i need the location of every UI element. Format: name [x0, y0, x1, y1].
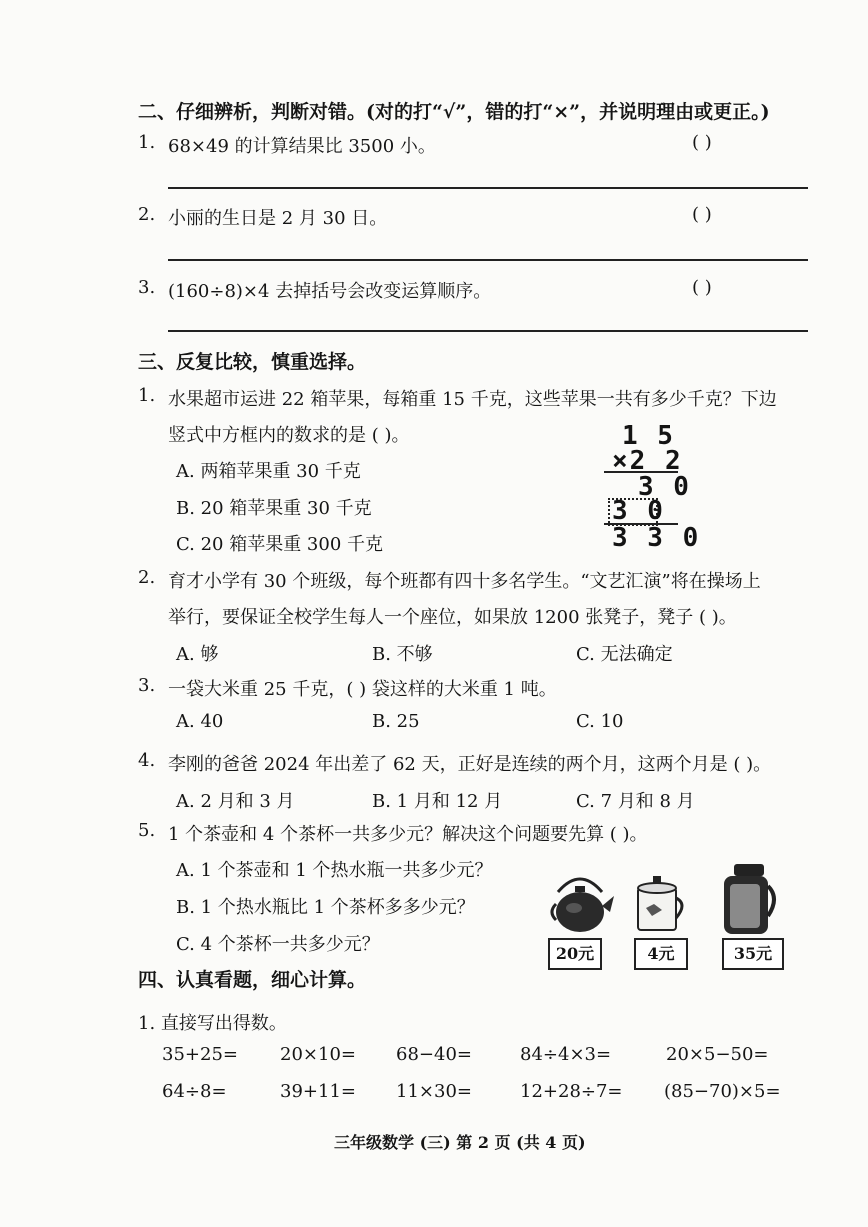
s3-q4-line1: 李刚的爸爸 2024 年出差了 62 天，正好是连续的两个月，这两个月是 ( )。 [168, 754, 772, 775]
calc-r1-c4[interactable]: 84÷4×3= [520, 1044, 612, 1065]
s3-q2-line1: 育才小学有 30 个班级，每个班都有四十多名学生。“文艺汇演”将在操场上 [168, 571, 761, 592]
s2-item2-answer-line[interactable] [168, 259, 808, 261]
s3-q4-option-c[interactable]: C. 7 月和 8 月 [576, 791, 695, 812]
s3-q1-option-b[interactable]: B. 20 箱苹果重 30 千克 [176, 498, 372, 519]
s2-item1-answer-line[interactable] [168, 187, 808, 189]
s3-q1-option-c[interactable]: C. 20 箱苹果重 300 千克 [176, 534, 383, 555]
s3-q5-num: 5. [138, 820, 156, 841]
s3-q3-num: 3. [138, 675, 156, 696]
section2-title: 二、仔细辨析，判断对错。(对的打“√”，错的打“×”，并说明理由或更正。) [138, 101, 770, 123]
s4-sub1: 1. 直接写出得数。 [138, 1013, 287, 1034]
s3-q5-option-b[interactable]: B. 1 个热水瓶比 1 个茶杯多多少元？ [176, 897, 475, 918]
s2-item3-answer-line[interactable] [168, 330, 808, 332]
calc-r1-c1[interactable]: 35+25= [162, 1044, 238, 1065]
calc-r1-c2[interactable]: 20×10= [280, 1044, 356, 1065]
s3-q4-option-a[interactable]: A. 2 月和 3 月 [176, 791, 295, 812]
s3-q2-num: 2. [138, 567, 156, 588]
s3-q2-line2: 举行，要保证全校学生每人一个座位，如果放 1200 张凳子，凳子 ( )。 [168, 607, 737, 628]
vert-row-partial2: 3 0 [612, 496, 665, 526]
s3-q3-option-c[interactable]: C. 10 [576, 711, 624, 732]
s3-q1-line1: 水果超市运进 22 箱苹果，每箱重 15 千克，这些苹果一共有多少千克？下边 [168, 389, 777, 410]
s3-q5-option-a[interactable]: A. 1 个茶壶和 1 个热水瓶一共多少元？ [176, 860, 493, 881]
calc-r2-c5[interactable]: (85−70)×5= [664, 1081, 781, 1102]
s2-item3-num: 3. [138, 277, 156, 298]
s3-q1-line2: 竖式中方框内的数求的是 ( )。 [168, 425, 410, 446]
s3-q1-option-a[interactable]: A. 两箱苹果重 30 千克 [176, 461, 361, 482]
s2-item3-text: (160÷8)×4 去掉括号会改变运算顺序。 [168, 281, 492, 302]
vert-row-result: 3 3 0 [612, 523, 701, 553]
price-tag-cup: 4元 [634, 938, 688, 970]
s2-item1-num: 1. [138, 132, 156, 153]
s3-q4-option-b[interactable]: B. 1 月和 12 月 [372, 791, 503, 812]
calc-r2-c4[interactable]: 12+28÷7= [520, 1081, 623, 1102]
s3-q3-option-b[interactable]: B. 25 [372, 711, 420, 732]
s2-item2-num: 2. [138, 204, 156, 225]
section4-title: 四、认真看题，细心计算。 [138, 969, 367, 991]
vert-row-multiplicand: 1 5 [622, 421, 675, 451]
s3-q5-line1: 1 个茶壶和 4 个茶杯一共多少元？解决这个问题要先算 ( )。 [168, 824, 648, 845]
thermos-icon [718, 862, 780, 938]
calc-r1-c5[interactable]: 20×5−50= [666, 1044, 769, 1065]
teapot-icon [548, 868, 618, 938]
vert-row-partial1: 3 0 [638, 472, 691, 502]
calc-r2-c3[interactable]: 11×30= [396, 1081, 472, 1102]
price-tag-teapot: 20元 [548, 938, 602, 970]
s2-item1-text: 68×49 的计算结果比 3500 小。 [168, 136, 436, 157]
s2-item3-answer-blank[interactable]: ( ) [692, 277, 712, 298]
s3-q2-option-a[interactable]: A. 够 [176, 644, 219, 665]
page-footer: 三年级数学 (三) 第 2 页 (共 4 页) [334, 1133, 586, 1152]
calc-r2-c2[interactable]: 39+11= [280, 1081, 356, 1102]
s3-q3-line1: 一袋大米重 25 千克，( ) 袋这样的大米重 1 吨。 [168, 679, 557, 700]
s3-q4-num: 4. [138, 750, 156, 771]
s3-q1-num: 1. [138, 385, 156, 406]
section3-title: 三、反复比较，慎重选择。 [138, 351, 367, 373]
s2-item2-answer-blank[interactable]: ( ) [692, 204, 712, 225]
price-tag-thermos: 35元 [722, 938, 784, 970]
s2-item1-answer-blank[interactable]: ( ) [692, 132, 712, 153]
tea-cup-icon [632, 874, 690, 934]
s2-item2-text: 小丽的生日是 2 月 30 日。 [168, 208, 388, 229]
s3-q3-option-a[interactable]: A. 40 [176, 711, 224, 732]
s3-q2-option-c[interactable]: C. 无法确定 [576, 644, 673, 665]
calc-r2-c1[interactable]: 64÷8= [162, 1081, 227, 1102]
s3-q5-option-c[interactable]: C. 4 个茶杯一共多少元？ [176, 934, 380, 955]
s3-q2-option-b[interactable]: B. 不够 [372, 644, 433, 665]
calc-r1-c3[interactable]: 68−40= [396, 1044, 472, 1065]
vert-row-multiplier: ×2 2 [612, 446, 683, 476]
